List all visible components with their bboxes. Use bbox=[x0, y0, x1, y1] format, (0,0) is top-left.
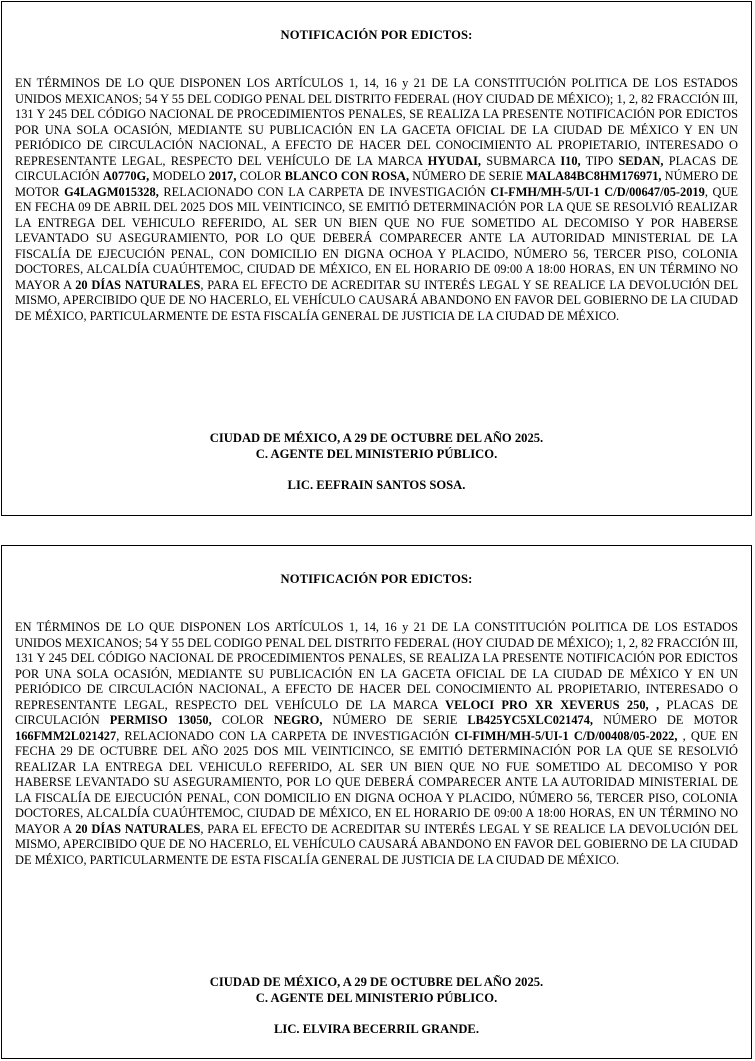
body-text-segment: NÚMERO DE MOTOR bbox=[593, 713, 738, 727]
place-date: CIUDAD DE MÉXICO, A 29 DE OCTUBRE DEL AÑO 2025. bbox=[209, 431, 544, 445]
place-date: CIUDAD DE MÉXICO, A 29 DE OCTUBRE DEL AÑO 2025. bbox=[209, 975, 544, 989]
vehicle-model-year: 2017, bbox=[208, 169, 237, 183]
body-text-segment: TIPO bbox=[580, 153, 619, 168]
body-text-segment: , QUE EN FECHA 29 DE OCTUBRE DEL AÑO 2025 DOS MIL VEINTICINCO, SE EMITIÓ DETERMINACIÓN POR LA QUE SE RESOLVIÓ REALIZAR LA ENTREGA DEL VEHICULO REFERIDO, AL SER UN BIEN QUE NO FUE SOMETIDO AL DECOMISO Y POR HABERSE LEVANTADO SU ASEGURAMIENTO, POR LO QUE DEBERÁ COMPARECER ANTE LA AUTORIDAD MINISTERIAL DE LA FISCALÍA DE EJECUCIÓN PENAL, CON DOMICILIO EN DIGNA OCHOA Y PLACIDO, NÚMERO 56, TERCER PISO, COLONIA DOCTORES, ALCALDÍA CUAÚHTEMOC, CIUDAD DE MÉXICO, EN EL HORARIO DE 09:00 A 18:00 HORAS, EN UN TÉRMINO NO MAYOR A bbox=[15, 728, 738, 836]
signer-role: C. AGENTE DEL MINISTERIO PÚBLICO. bbox=[255, 991, 498, 1005]
signer-name: LIC. EEFRAIN SANTOS SOSA. bbox=[287, 478, 466, 492]
body-text-segment: EN TÉRMINOS DE LO QUE DISPONEN LOS ARTÍCULOS 1, 14, 16 y 21 DE LA CONSTITUCIÓN POLITICA DE LOS ESTADOS UNIDOS MEXICANOS; 54 Y 55 DEL CODIGO PENAL DEL DISTRITO FEDERAL (HOY CIUDAD DE MÉXICO); 1, 2, 82 FRACCIÓN III, 131 Y 245 DEL CÓDIGO NACIONAL DE PROCEDIMIENTOS PENALES, SE REALIZA LA PRESENTE NOTIFICACIÓN POR EDICTOS POR UNA SOLA OCASIÓN, MEDIANTE SU PUBLICACIÓN EN LA GACETA OFICIAL DE LA CIUDAD DE MÉXICO Y EN UN PERIÓDICO DE CIRCULACIÓN NACIONAL, A EFECTO DE HACER DEL CONOCIMIENTO AL PROPIETARIO, INTERESADO O REPRESENTANTE LEGAL, RESPECTO DEL VEHÍCULO DE LA MARCA bbox=[15, 76, 738, 168]
body-text-segment: , PARA EL EFECTO DE ACREDITAR SU INTERÉS LEGAL Y SE REALICE LA DEVOLUCIÓN DEL MISMO, APERCIBIDO QUE DE NO HACERLO, EL VEHÍCULO CAUSARÁ ABANDONO EN FAVOR DEL GOBIERNO DE LA CIUDAD DE MÉXICO, PARTICULARMENTE DE ESTA FISCALÍA GENERAL DE JUSTICIA DE LA CIUDAD DE MÉXICO. bbox=[15, 821, 739, 867]
body-text-segment: RELACIONADO CON LA CARPETA DE INVESTIGACIÓN bbox=[158, 184, 491, 199]
investigation-folder: CI-FIMH/MH-5/UI-1 C/D/00408/05-2022, bbox=[454, 728, 678, 743]
body-text-segment: COLOR bbox=[211, 713, 274, 727]
deadline: 20 DÍAS NATURALES bbox=[75, 277, 201, 292]
body-text-segment: PLACAS DE CIRCULACIÓN bbox=[15, 153, 738, 183]
signer-role: C. AGENTE DEL MINISTERIO PÚBLICO. bbox=[255, 447, 498, 461]
vehicle-submodel: I10, bbox=[560, 153, 581, 168]
vehicle-color: BLANCO CON ROSA, bbox=[284, 169, 410, 183]
notice-title: NOTIFICACIÓN POR EDICTOS: bbox=[280, 572, 473, 586]
body-text-segment: NÚMERO DE SERIE bbox=[409, 169, 527, 183]
body-text-segment: NÚMERO DE MOTOR bbox=[15, 169, 738, 199]
body-text-segment: COLOR bbox=[236, 169, 285, 183]
deadline: 20 DÍAS NATURALES bbox=[75, 821, 201, 836]
vehicle-brand: HYUDAI, bbox=[427, 153, 481, 168]
edict-notice-1 bbox=[1, 1, 752, 516]
vehicle-brand: VELOCI PRO XR XEVERUS 250, , bbox=[445, 697, 660, 712]
notice-title: NOTIFICACIÓN POR EDICTOS: bbox=[280, 28, 473, 42]
vehicle-type: SEDAN, bbox=[618, 153, 664, 168]
notice-body bbox=[15, 76, 738, 324]
body-text-segment: EN TÉRMINOS DE LO QUE DISPONEN LOS ARTÍCULOS 1, 14, 16 y 21 DE LA CONSTITUCIÓN POLITICA DE LOS ESTADOS UNIDOS MEXICANOS; 54 Y 55 DEL CODIGO PENAL DEL DISTRITO FEDERAL (HOY CIUDAD DE MÉXICO); 1, 2, 82 FRACCIÓN III, 131 Y 245 DEL CÓDIGO NACIONAL DE PROCEDIMIENTOS PENALES, SE REALIZA LA PRESENTE NOTIFICACIÓN POR EDICTOS POR UNA SOLA OCASIÓN, MEDIANTE SU PUBLICACIÓN EN LA GACETA OFICIAL DE LA CIUDAD DE MÉXICO Y EN UN PERIÓDICO DE CIRCULACIÓN NACIONAL, A EFECTO DE HACER DEL CONOCIMIENTO AL PROPIETARIO, INTERESADO O REPRESENTANTE LEGAL, RESPECTO DEL VEHÍCULO DE LA MARCA bbox=[15, 620, 738, 712]
vehicle-plates: A0770G, bbox=[102, 169, 150, 183]
notice-closing bbox=[2, 974, 751, 1037]
body-text-segment: NÚMERO DE SERIE bbox=[322, 713, 468, 727]
vehicle-engine: 166FMM2L021427 bbox=[15, 728, 117, 743]
vehicle-serial: LB425YC5XLC021474, bbox=[467, 713, 594, 727]
body-text-segment: PLACAS DE CIRCULACIÓN bbox=[15, 697, 738, 727]
vehicle-serial: MALA84BC8HM176971, bbox=[526, 169, 662, 183]
notice-body bbox=[15, 620, 738, 868]
investigation-folder: CI-FMH/MH-5/UI-1 C/D/00647/05-2019 bbox=[490, 184, 705, 199]
body-text-segment: MODELO bbox=[149, 169, 209, 183]
body-text-segment: , RELACIONADO CON LA CARPETA DE INVESTIGACIÓN bbox=[116, 728, 455, 743]
notice-closing bbox=[2, 430, 751, 493]
body-text-segment: , PARA EL EFECTO DE ACREDITAR SU INTERÉS LEGAL Y SE REALICE LA DEVOLUCIÓN DEL MISMO, APERCIBIDO QUE DE NO HACERLO, EL VEHÍCULO CAUSARÁ ABANDONO EN FAVOR DEL GOBIERNO DE LA CIUDAD DE MÉXICO, PARTICULARMENTE DE ESTA FISCALÍA GENERAL DE JUSTICIA DE LA CIUDAD DE MÉXICO. bbox=[15, 277, 739, 323]
vehicle-color: NEGRO, bbox=[273, 713, 323, 727]
body-text-segment: , QUE EN FECHA 09 DE ABRIL DEL 2025 DOS MIL VEINTICINCO, SE EMITIÓ DETERMINACIÓN POR LA QUE SE RESOLVIÓ REALIZAR LA ENTREGA DEL VEHICULO REFERIDO, AL SER UN BIEN QUE NO FUE SOMETIDO AL DECOMISO Y POR HABERSE LEVANTADO SU ASEGURAMIENTO, POR LO QUE DEBERÁ COMPARECER ANTE LA AUTORIDAD MINISTERIAL DE LA FISCALÍA DE EJECUCIÓN PENAL, CON DOMICILIO EN DIGNA OCHOA Y PLACIDO, NÚMERO 56, TERCER PISO, COLONIA DOCTORES, ALCALDÍA CUAÚHTEMOC, CIUDAD DE MÉXICO, EN EL HORARIO DE 09:00 A 18:00 HORAS, EN UN TÉRMINO NO MAYOR A bbox=[15, 184, 738, 292]
vehicle-engine: G4LAGM015328, bbox=[64, 184, 159, 199]
vehicle-plates: PERMISO 13050, bbox=[109, 713, 212, 727]
signer-name: LIC. ELVIRA BECERRIL GRANDE. bbox=[274, 1022, 479, 1036]
body-text-segment: SUBMARCA bbox=[481, 153, 561, 168]
edict-notice-2 bbox=[1, 545, 752, 1059]
